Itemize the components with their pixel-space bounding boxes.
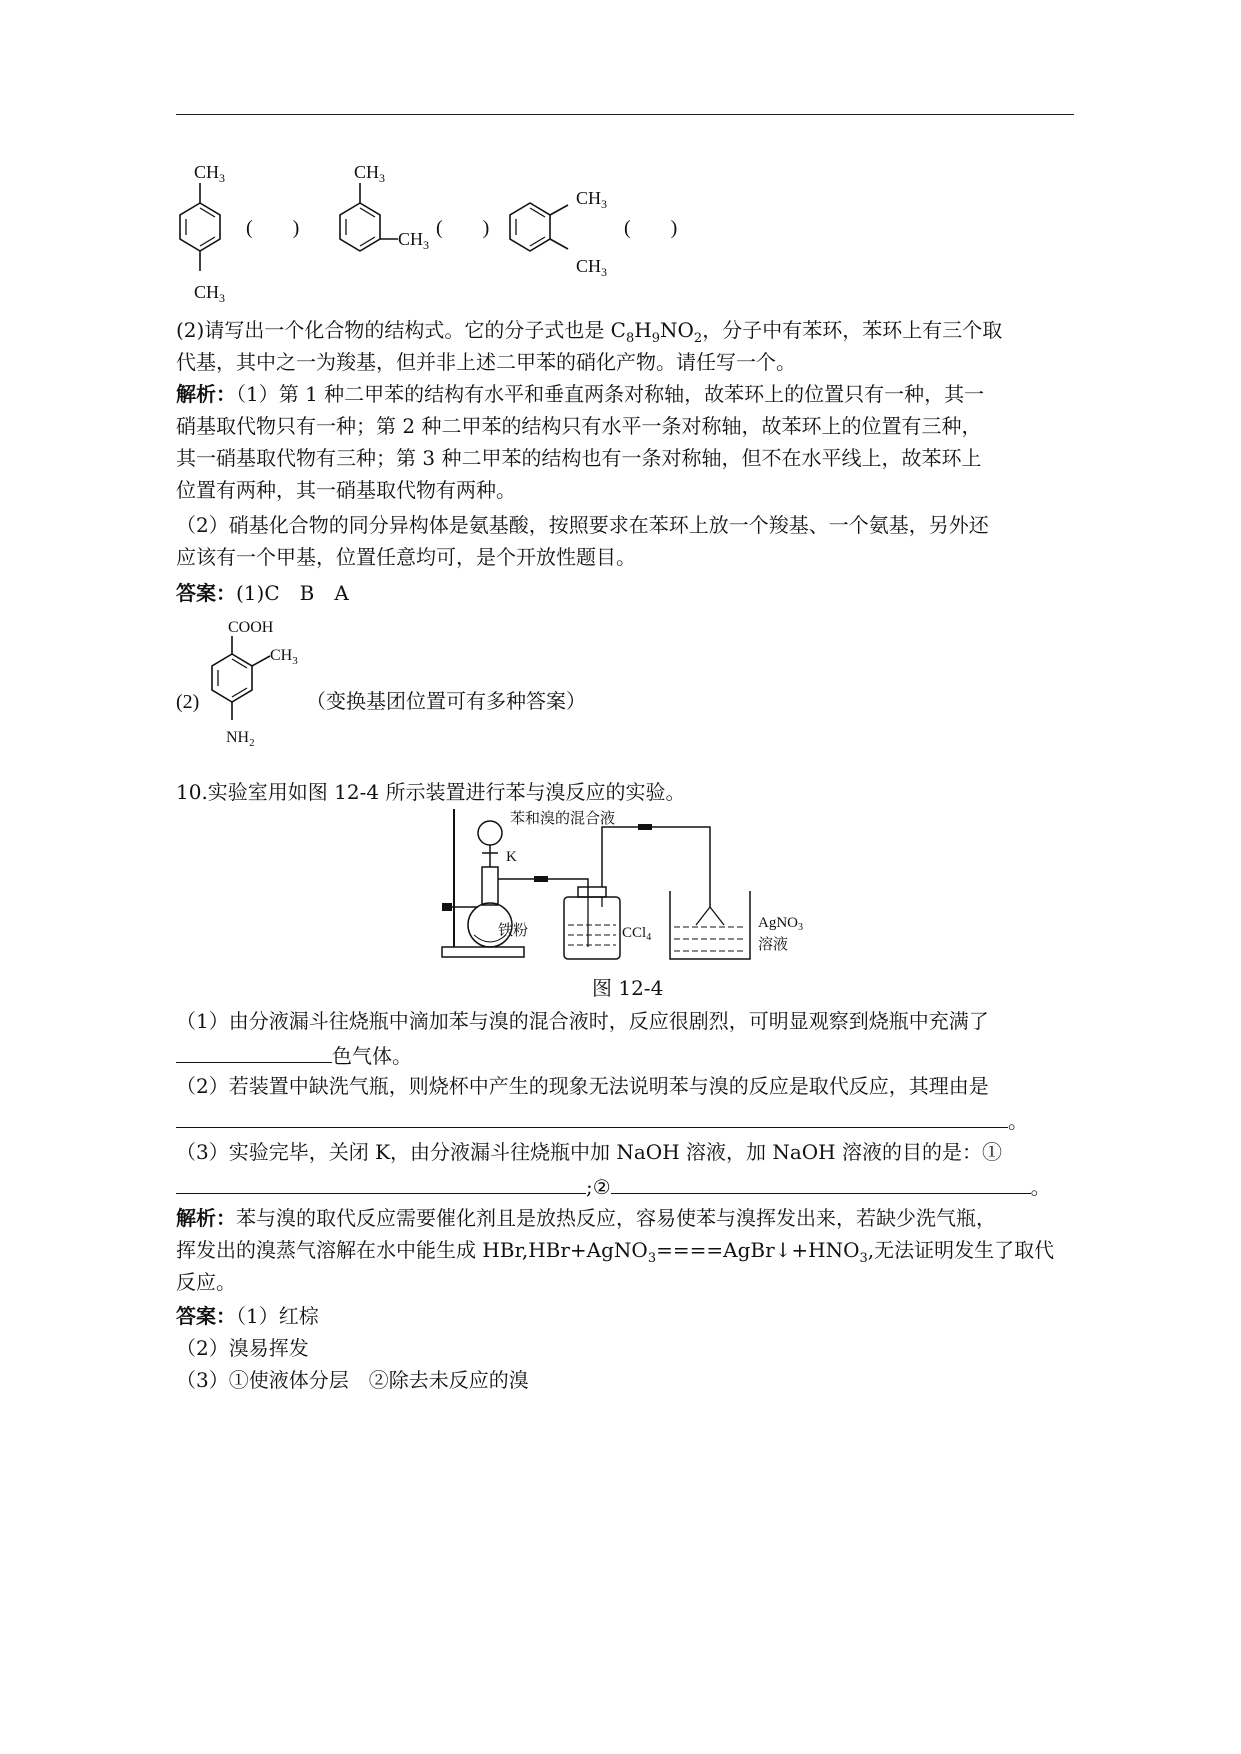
answer2-line2: （2）溴易挥发 [176,1336,309,1360]
valve-k-label: K [506,849,517,865]
q10-p3-line2: ;② 。 [176,1171,1051,1201]
analysis1-line4: 位置有两种，其一硝基取代物有两种。 [176,478,516,502]
q10-stem: 10.实验室用如图 12-4 所示装置进行苯与溴反应的实验。 [176,780,686,804]
analysis1-line5: （2）硝基化合物的同分异构体是氨基酸，按照要求在苯环上放一个羧基、一个氨基，另外还 [176,513,989,537]
solution-label: 溶液 [758,937,789,953]
structure-p-xylene [176,158,336,312]
analysis2-line2: 挥发出的溴蒸气溶解在水中能生成 $HBr,HBr+AgNO_3====AgBr↓+HNO_3$,无法证明发生了取代 [176,1238,1055,1266]
analysis1-line1: 解析：（1）第 1 种二甲苯的结构有水平和垂直两条对称轴，故苯环上的位置只有一种，其一 [176,382,985,406]
answer2-line3: （3）①使液体分层 ②除去未反应的溴 [176,1368,529,1392]
nh2-label: NH [226,729,250,746]
figure-caption: 图 12-4 [592,976,664,1000]
svg-text:CH3: $CH_3$ [194,282,226,305]
svg-text:CH3: $CH_3$ [398,229,430,252]
svg-text:CH3: $CH_3$ [576,188,608,211]
ccl4-label: CCl [622,925,647,941]
iron-powder-label: 铁粉 [498,923,529,939]
analysis2-line3: 反应。 [176,1270,236,1294]
answer-label: 答案： [176,581,236,605]
svg-text:CH3: $CH_3$ [354,162,386,185]
apparatus-figure [438,807,838,971]
structure-o-xylene [506,158,706,282]
q10-p2-line2: 。 [176,1105,1028,1135]
q2-line2: 代基，其中之一为羧基，但并非上述二甲苯的硝化产物。请任写一个。 [176,350,796,374]
q10-p3-line1: （3）实验完毕，关闭 K，由分液漏斗往烧瓶中加 NaOH 溶液，加 NaOH 溶液的目的是：① [176,1140,1002,1164]
svg-text:CH3: $CH_3$ [270,647,298,667]
analysis-label: 解析： [176,1206,236,1230]
analysis1-line2: 硝基取代物只有一种；第 2 种二甲苯的结构只有水平一条对称轴，故苯环上的位置有三种， [176,414,982,438]
svg-text:CH3: $CH_3$ [194,162,226,185]
answer1-line1: 答案：(1)C B A [176,581,349,605]
analysis1-line6: 应该有一个甲基，位置任意均可，是个开放性题目。 [176,545,636,569]
answer-paren: ( ) [246,217,300,239]
svg-text:AgNO3: AgNO$_3$ [758,915,803,933]
analysis2-line1: 解析：苯与溴的取代反应需要催化剂且是放热反应，容易使苯与溴挥发出来，若缺少洗气瓶， [176,1206,996,1230]
structure-aminotoluic-acid [176,620,636,764]
answer-blank[interactable] [611,1171,1031,1194]
q2-line1: (2)请写出一个化合物的结构式。它的分子式也是 $C_8H_9NO_2$，分子中有苯环，苯环上有三个取 [176,318,1003,346]
answer-paren: ( ) [624,217,678,239]
ch3-label: CH [194,282,220,302]
svg-text:CCl4: CCl$_4$ [622,925,652,943]
cooh-label: COOH [228,619,274,636]
ch3-label: CH [194,162,220,182]
answer1-part2: (2) [176,691,200,713]
mix-label: 苯和溴的混合液 [510,811,616,827]
answer-blank[interactable] [176,1105,1008,1128]
svg-text:CH3: $CH_3$ [576,256,608,279]
svg-text:NH2: $NH_2$ [226,729,255,749]
answer-label: 答案： [176,1304,236,1328]
answer-blank[interactable] [176,1040,332,1063]
header-rule [176,114,1074,115]
answer1-note: （变换基团位置可有多种答案） [306,691,586,713]
q10-p1-line2: 色气体。 [176,1040,412,1070]
analysis1-line3: 其一硝基取代物有三种；第 3 种二甲苯的结构也有一条对称轴，但不在水平线上，故苯环上 [176,446,982,470]
analysis-label: 解析： [176,382,236,406]
answer-paren: ( ) [436,217,490,239]
q10-p1-line1: （1）由分液漏斗往烧瓶中滴加苯与溴的混合液时，反应很剧烈，可明显观察到烧瓶中充满了 [176,1009,989,1033]
agno3-label: AgNO [758,915,798,931]
answer2-line1: 答案：（1）红棕 [176,1304,319,1328]
q10-p2-line1: （2）若装置中缺洗气瓶，则烧杯中产生的现象无法说明苯与溴的反应是取代反应，其理由是 [176,1074,989,1098]
structure-m-xylene [336,158,496,282]
answer-blank[interactable] [176,1171,586,1194]
